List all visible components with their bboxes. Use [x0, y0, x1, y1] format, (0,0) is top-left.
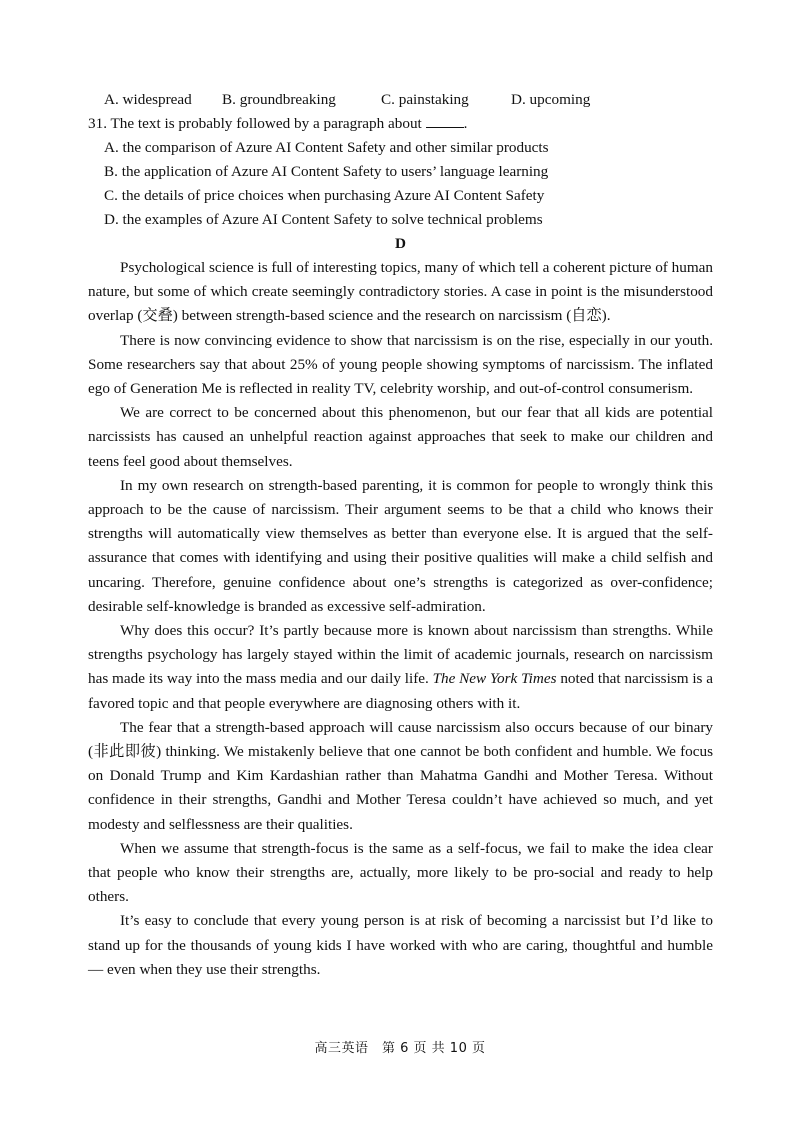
q31-option-c: C. the details of price choices when purchasing Azure AI Content Safety — [104, 187, 545, 204]
paragraph-2: There is now convincing evidence to show that narcissism is on the rise, especially in our youth. Some researchers say that about 25% of young people showing symptoms of narcissism. The inflated ego of Generation Me is reflected in reality TV, celebrity worship, and out-of-control consumerism. — [88, 331, 713, 398]
q30-options — [88, 88, 713, 112]
paragraph-5-text-a: Why does this occur? It’s partly because more is known about narcissism than strengths. While strengths psychology has largely stayed within the limit of academic journals, research on narcissism has made its way into the mass media and our daily life. — [88, 622, 713, 688]
q31-option-a: A. the comparison of Azure AI Content Safety and other similar products — [104, 139, 549, 156]
paragraph-7: When we assume that strength-focus is the same as a self-focus, we fail to make the idea clear that people who know their strengths are, actually, more likely to be pro-social and ready to help others. — [88, 839, 713, 906]
paragraph-6: The fear that a strength-based approach will cause narcissism also occurs because of our binary (非此即彼) thinking. We mistakenly believe that one cannot be both confident and humble. We focus on Donald Trump and Kim Kardashian rather than Mahatma Gandhi and Mother Teresa. Without confidence in their strengths, Gandhi and Mother Teresa couldn’t have achieved so much, and yet modesty and selflessness are their qualities. — [88, 718, 713, 833]
q31-stem-text: 31. The text is probably followed by a paragraph about — [88, 115, 426, 132]
page-footer: 高三英语 第 6 页 共 10 页 — [314, 1041, 486, 1056]
newspaper-title: The New York Times — [432, 670, 557, 688]
paragraph-4: In my own research on strength-based parenting, it is common for people to wrongly think this approach to be the cause of narcissism. Their argument seems to be that a child who knows their strengths will automatically view themselves as better than everyone else. It is argued that the self-assurance that comes with identifying and using their positive qualities will make a child selfish and uncaring. Therefore, genuine confidence about one’s strengths is categorized as over-confidence; desirable self-knowledge is branded as excessive self-admiration. — [88, 476, 713, 615]
q31-option-b: B. the application of Azure AI Content Safety to users’ language learning — [104, 163, 549, 180]
answer-blank — [426, 113, 464, 128]
q30-option-a: A. widespread — [104, 91, 192, 108]
section-heading: D — [395, 235, 406, 252]
q31-stem — [88, 112, 713, 136]
paragraph-5 — [88, 619, 713, 716]
q31-stem-end: . — [463, 115, 468, 132]
paragraph-8: It’s easy to conclude that every young person is at risk of becoming a narcissist but I’d like to stand up for the thousands of young kids I have worked with who are caring, thoughtful and humble — even when they use their strengths. — [88, 912, 713, 978]
q31-option-d: D. the examples of Azure AI Content Safety to solve technical problems — [104, 211, 543, 228]
exam-page — [88, 88, 713, 982]
q30-option-d: D. upcoming — [511, 91, 591, 108]
paragraph-3: We are correct to be concerned about this phenomenon, but our fear that all kids are potential narcissists has caused an unhelpful reaction against approaches that seek to make our children and teens feel good about themselves. — [88, 404, 713, 470]
q30-option-c: C. painstaking — [381, 91, 469, 108]
q30-option-b: B. groundbreaking — [222, 91, 336, 108]
paragraph-5-text-b: noted that narcissism is a favored topic and that people everywhere are diagnosing others with it. — [88, 670, 714, 712]
paragraph-1: Psychological science is full of interesting topics, many of which tell a coherent picture of human nature, but some of which create seemingly contradictory stories. A case in point is the misunderstood overlap (交叠) between strength-based science and the research on narcissism (自恋). — [88, 259, 713, 325]
